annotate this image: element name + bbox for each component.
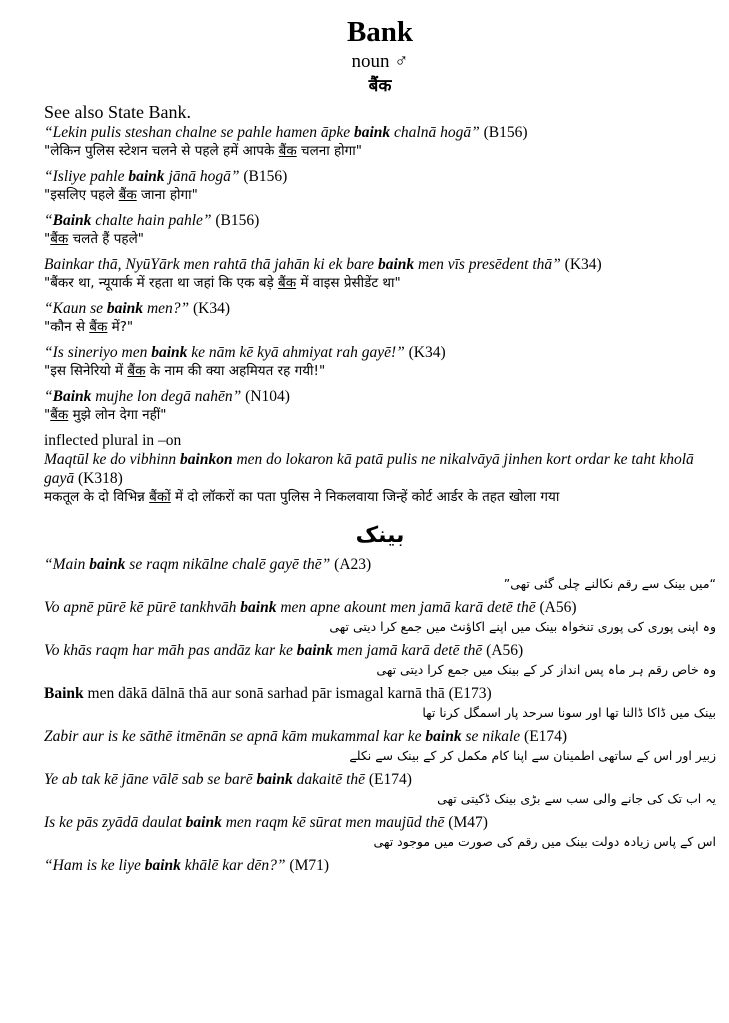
example-source: (K34)	[408, 344, 446, 361]
urdu-example-text: “میں بینک سے رقم نکالنے چلی گئی تھی”	[503, 576, 716, 591]
urdu-example-roman-post: se raqm nikālne chalē gayē thē”	[125, 556, 331, 573]
example-deva-pre: "लेकिन पुलिस स्टेशन चलने से पहले हमें आपके	[44, 143, 279, 159]
example-roman-post: ke nām kē kyā ahmiyat rah gayē!”	[187, 344, 405, 361]
urdu-example-keyword: baink	[185, 814, 222, 831]
urdu-example-text: اس کے پاس زیادہ دولت بینک میں رقم کی صورت میں موجود تھی	[373, 834, 716, 849]
urdu-example-roman-pre: Ye ab tak kē jāne vālē sab se barē	[44, 771, 257, 788]
example-deva-pre: "	[44, 407, 51, 423]
urdu-example-roman-pre: Zabir aur is ke sāthē itmēnān se apnā kām mukammal kar ke	[44, 728, 426, 745]
example-devanagari	[44, 318, 716, 337]
inflected-example-roman	[44, 450, 716, 488]
example-deva-pre: "कौन से	[44, 319, 90, 335]
urdu-example-roman-post: men jamā karā detē thē	[332, 642, 483, 659]
urdu-example-roman-post: khālē kar dēn?”	[180, 857, 286, 874]
urdu-example-roman-pre: “Ham is ke liye	[44, 857, 145, 874]
urdu-example-text: یہ اب تک کی جانے والی سب سے بڑی بینک ڈکیتی تھی	[437, 791, 716, 806]
example-roman-post: mujhe lon degā nahēn”	[91, 388, 242, 405]
urdu-example-roman	[44, 856, 716, 875]
urdu-example-source: (E173)	[448, 685, 492, 702]
example-keyword: baink	[106, 300, 144, 317]
inflected-example-devanagari	[44, 488, 716, 507]
urdu-example-roman-post: se nikale	[461, 728, 521, 745]
example-devanagari	[44, 274, 716, 293]
example-keyword: baink	[377, 256, 415, 273]
example-deva-pre: "	[44, 231, 51, 247]
urdu-example-keyword: baink	[144, 857, 181, 874]
example-deva-keyword: बैंक	[89, 319, 108, 335]
urdu-example-roman	[44, 813, 716, 832]
example-devanagari	[44, 406, 716, 425]
see-also-note: See also State Bank.	[44, 102, 191, 122]
example-devanagari	[44, 186, 716, 205]
example-deva-pre: "इसलिए पहले	[44, 187, 119, 203]
urdu-example-roman	[44, 684, 716, 703]
example-roman	[44, 211, 716, 230]
example-source: (B156)	[243, 168, 288, 185]
urdu-example-roman-post: men raqm kē sūrat men maujūd thē	[221, 814, 445, 831]
dictionary-entry	[44, 14, 716, 875]
urdu-example-roman	[44, 641, 716, 660]
example-roman	[44, 167, 716, 186]
example-roman-pre: “Kaun se	[44, 300, 107, 317]
example-devanagari	[44, 362, 716, 381]
example-deva-post: में वाइस प्रेसीडेंट था"	[296, 275, 401, 291]
example-deva-keyword: बैंक	[50, 231, 69, 247]
example-devanagari	[44, 142, 716, 161]
example-keyword: Baink	[52, 388, 92, 405]
inflected-source: (K318)	[78, 470, 123, 487]
example-roman-post: men vīs presēdent thā”	[414, 256, 561, 273]
example-deva-post: के नाम की क्या अहमियत रह गयी!"	[145, 363, 326, 379]
urdu-example-keyword: baink	[296, 642, 333, 659]
urdu-example-source: (A56)	[486, 642, 524, 659]
example-roman	[44, 255, 716, 274]
example-roman	[44, 343, 716, 362]
hindi-headword: बैंक	[368, 76, 392, 95]
urdu-example-roman	[44, 555, 716, 574]
example-source: (K34)	[564, 256, 602, 273]
example-keyword: Baink	[52, 212, 92, 229]
urdu-example-source: (M71)	[289, 857, 330, 874]
entry-title: Bank	[346, 16, 414, 48]
inflected-roman-pre: Maqtūl ke do vibhinn	[44, 451, 181, 468]
example-deva-post: चलना होगा"	[296, 143, 362, 159]
example-roman-pre: “	[44, 212, 53, 229]
example-roman	[44, 299, 716, 318]
example-deva-post: जाना होगा"	[136, 187, 198, 203]
inflected-roman-post: men do lokaron kā patā pulis ne nikalvāyā jinhen kort ordar ke taht kholā gayā	[44, 451, 694, 487]
part-of-speech: noun ♂	[351, 51, 409, 72]
urdu-example-keyword: baink	[425, 728, 462, 745]
inflected-roman-keyword: bainkon	[180, 451, 233, 468]
example-deva-keyword: बैंक	[118, 187, 137, 203]
example-source: (N104)	[245, 388, 290, 405]
urdu-example-roman-post: men dākā dālnā thā aur sonā sarhad pār ismagal karnā thā	[83, 685, 445, 702]
example-roman-pre: “Lekin pulis steshan chalne se pahle hamen āpke	[44, 124, 354, 141]
urdu-example-source: (E174)	[524, 728, 568, 745]
inflected-deva-keyword: बैंकों	[149, 489, 171, 505]
urdu-example-roman-pre: Is ke pās zyādā daulat	[44, 814, 186, 831]
example-deva-post: मुझे लोन देगा नहीं"	[68, 407, 167, 423]
urdu-example-keyword: baink	[89, 556, 126, 573]
example-roman-post: chalnā hogā”	[390, 124, 480, 141]
urdu-example-keyword: Baink	[44, 685, 84, 702]
urdu-example-source: (A56)	[539, 599, 577, 616]
urdu-example-text: بینک میں ڈاکا ڈالنا تھا اور سونا سرحد پار اسمگل کرنا تھا	[422, 705, 716, 720]
urdu-example-text: وہ خاص رقم ہر ماہ پس انداز کر کے بینک میں جمع کرا دیتی تھی	[376, 662, 716, 677]
example-roman-pre: Bainkar thā, NyūYārk men rahtā thā jahān ki ek bare	[44, 256, 378, 273]
example-deva-post: चलते हैं पहले"	[68, 231, 144, 247]
urdu-example-roman-pre: “Main	[44, 556, 90, 573]
urdu-example-roman-pre: Vo khās raqm har māh pas andāz kar ke	[44, 642, 297, 659]
urdu-example-roman-pre: Vo apnē pūrē kē pūrē tankhvāh	[44, 599, 241, 616]
urdu-example-source: (M47)	[448, 814, 488, 831]
example-devanagari	[44, 230, 716, 249]
example-source: (K34)	[193, 300, 231, 317]
example-keyword: baink	[151, 344, 188, 361]
urdu-example-source: (E174)	[368, 771, 412, 788]
example-keyword: baink	[353, 124, 391, 141]
urdu-headword: بینک	[355, 523, 405, 548]
inflected-deva-post: में दो लॉकरों का पता पुलिस ने निकलवाया जिन्हें कोर्ट आर्डर के तहत खोला गया	[170, 489, 560, 505]
example-roman-post: men?”	[143, 300, 190, 317]
urdu-example-text: زبیر اور اس کے ساتھی اطمینان سے اپنا کام مکمل کر کے بینک سے نکلے	[349, 748, 716, 763]
example-roman-post: jānā hogā”	[164, 168, 240, 185]
example-deva-pre: "इस सिनेरियो में	[44, 363, 128, 379]
example-deva-pre: "बैंकर था, न्यूयार्क में रहता था जहां कि एक बड़े	[44, 275, 279, 291]
example-roman-pre: “Is sineriyo men	[44, 344, 152, 361]
example-keyword: baink	[128, 168, 165, 185]
example-roman	[44, 387, 716, 406]
urdu-example-keyword: baink	[240, 599, 277, 616]
example-roman	[44, 123, 716, 142]
urdu-example-roman-post: dakaitē thē	[292, 771, 366, 788]
inflected-deva-pre: मकतूल के दो विभिन्न	[44, 489, 150, 505]
example-deva-keyword: बैंक	[127, 363, 146, 379]
hindi-examples	[44, 123, 716, 425]
example-source: (B156)	[483, 124, 528, 141]
example-roman-pre: “Isliye pahle	[44, 168, 129, 185]
urdu-example-text: وہ اپنی پوری کی پوری تنخواہ بینک میں اپنے اکاؤنٹ میں جمع کرا دیتی تھی	[329, 619, 716, 634]
urdu-example-keyword: baink	[256, 771, 293, 788]
example-deva-keyword: बैंक	[278, 143, 297, 159]
example-roman-pre: “	[44, 388, 53, 405]
urdu-example-roman	[44, 770, 716, 789]
urdu-example-roman	[44, 727, 716, 746]
urdu-example-source: (A23)	[334, 556, 372, 573]
example-deva-post: में?"	[107, 319, 134, 335]
example-source: (B156)	[215, 212, 260, 229]
inflected-label: inflected plural in –on	[44, 432, 182, 449]
urdu-examples	[44, 555, 716, 875]
example-roman-post: chalte hain pahle”	[91, 212, 212, 229]
urdu-example-roman-post: men apne akount men jamā karā detē thē	[276, 599, 536, 616]
example-deva-keyword: बैंक	[278, 275, 297, 291]
example-deva-keyword: बैंक	[50, 407, 69, 423]
urdu-example-roman	[44, 598, 716, 617]
